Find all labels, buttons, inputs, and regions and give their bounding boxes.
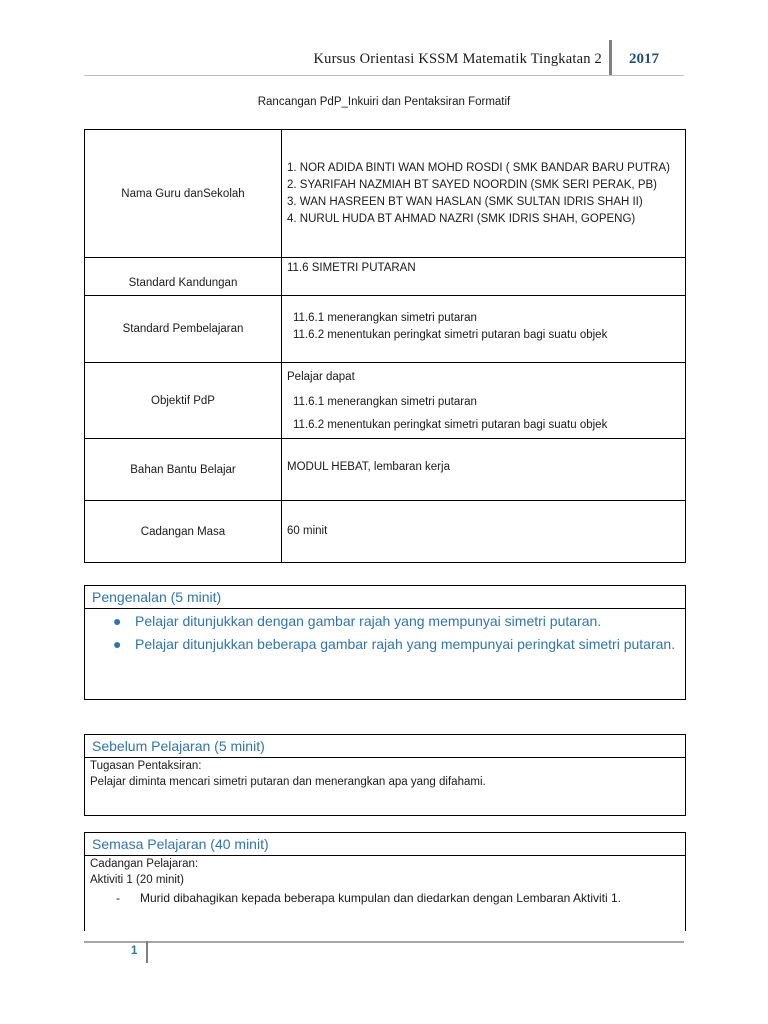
sebelum-section [84, 734, 686, 816]
row-value [282, 130, 686, 258]
semasa-heading: Semasa Pelajaran (40 minit) [85, 833, 685, 856]
row-label: Bahan Bantu Belajar [85, 439, 282, 501]
teaching-aids: MODUL HEBAT, lembaran kerja [287, 461, 450, 473]
table-row [85, 258, 686, 296]
bullet-icon: ● [113, 636, 122, 652]
pengenalan-list [85, 610, 685, 655]
semasa-activity: Aktiviti 1 (20 minit) [90, 874, 184, 886]
row-label: Objektif PdP [85, 363, 282, 439]
learning-standard-1: 11.6.1 menerangkan simetri putaran [293, 312, 477, 324]
info-table [84, 129, 686, 563]
footer-rule [84, 941, 684, 943]
list-item [113, 633, 685, 655]
list-item [90, 890, 640, 907]
pengenalan-heading: Pengenalan (5 minit) [85, 586, 685, 609]
bullet-text: Pelajar ditunjukkan beberapa gambar rajah yang mempunyai peringkat simetri putaran. [135, 636, 676, 652]
row-label: Cadangan Masa [85, 501, 282, 563]
row-label: Nama Guru danSekolah [85, 130, 282, 258]
header-year: 2017 [629, 51, 659, 67]
teacher-1: 1. NOR ADIDA BINTI WAN MOHD ROSDI ( SMK BANDAR BARU PUTRA) [287, 162, 670, 174]
row-value [282, 296, 686, 363]
document-title: Rancangan PdP_Inkuiri dan Pentaksiran Formatif [257, 96, 511, 108]
row-value [282, 439, 686, 501]
content-standard: 11.6 SIMETRI PUTARAN [287, 262, 416, 274]
suggested-time: 60 minit [287, 525, 328, 537]
learning-standard-2: 11.6.2 menentukan peringkat simetri putaran bagi suatu objek [293, 329, 608, 341]
teacher-2: 2. SYARIFAH NAZMIAH BT SAYED NOORDIN (SMK SERI PERAK, PB) [287, 179, 657, 191]
table-row [85, 501, 686, 563]
row-label: Standard Kandungan [85, 258, 282, 296]
footer-divider [146, 941, 148, 963]
table-row [85, 363, 686, 439]
teacher-3: 3. WAN HASREEN BT WAN HASLAN (SMK SULTAN IDRIS SHAH II) [287, 196, 643, 208]
header-rule [84, 75, 684, 76]
semasa-section [84, 832, 686, 931]
objective-2: 11.6.2 menentukan peringkat simetri putaran bagi suatu objek [293, 419, 608, 431]
sebelum-label: Tugasan Pentaksiran: [90, 760, 202, 772]
sebelum-heading: Sebelum Pelajaran (5 minit) [85, 735, 685, 758]
sebelum-text: Pelajar diminta mencari simetri putaran dan menerangkan apa yang difahami. [90, 776, 486, 788]
table-row [85, 296, 686, 363]
bullet-icon: ● [113, 613, 122, 629]
table-row [85, 130, 686, 258]
list-item [113, 610, 685, 632]
header-divider [609, 40, 612, 76]
bullet-text: Pelajar ditunjukkan dengan gambar rajah yang mempunyai simetri putaran. [135, 613, 602, 629]
table-row [85, 439, 686, 501]
row-value [282, 363, 686, 439]
row-label: Standard Pembelajaran [85, 296, 282, 363]
dash-icon: - [116, 891, 120, 905]
semasa-item-text: Murid dibahagikan kepada beberapa kumpulan dan diedarkan dengan Lembaran Aktiviti 1. [140, 891, 622, 905]
page-number: 1 [131, 945, 138, 957]
header-title: Kursus Orientasi KSSM Matematik Tingkatan 2 [313, 51, 602, 67]
teacher-4: 4. NURUL HUDA BT AHMAD NAZRI (SMK IDRIS SHAH, GOPENG) [287, 213, 636, 225]
row-value [282, 258, 686, 296]
pengenalan-section [84, 585, 686, 700]
semasa-label: Cadangan Pelajaran: [90, 858, 199, 870]
objective-1: 11.6.1 menerangkan simetri putaran [293, 396, 477, 408]
objective-intro: Pelajar dapat [287, 371, 355, 383]
row-value [282, 501, 686, 563]
